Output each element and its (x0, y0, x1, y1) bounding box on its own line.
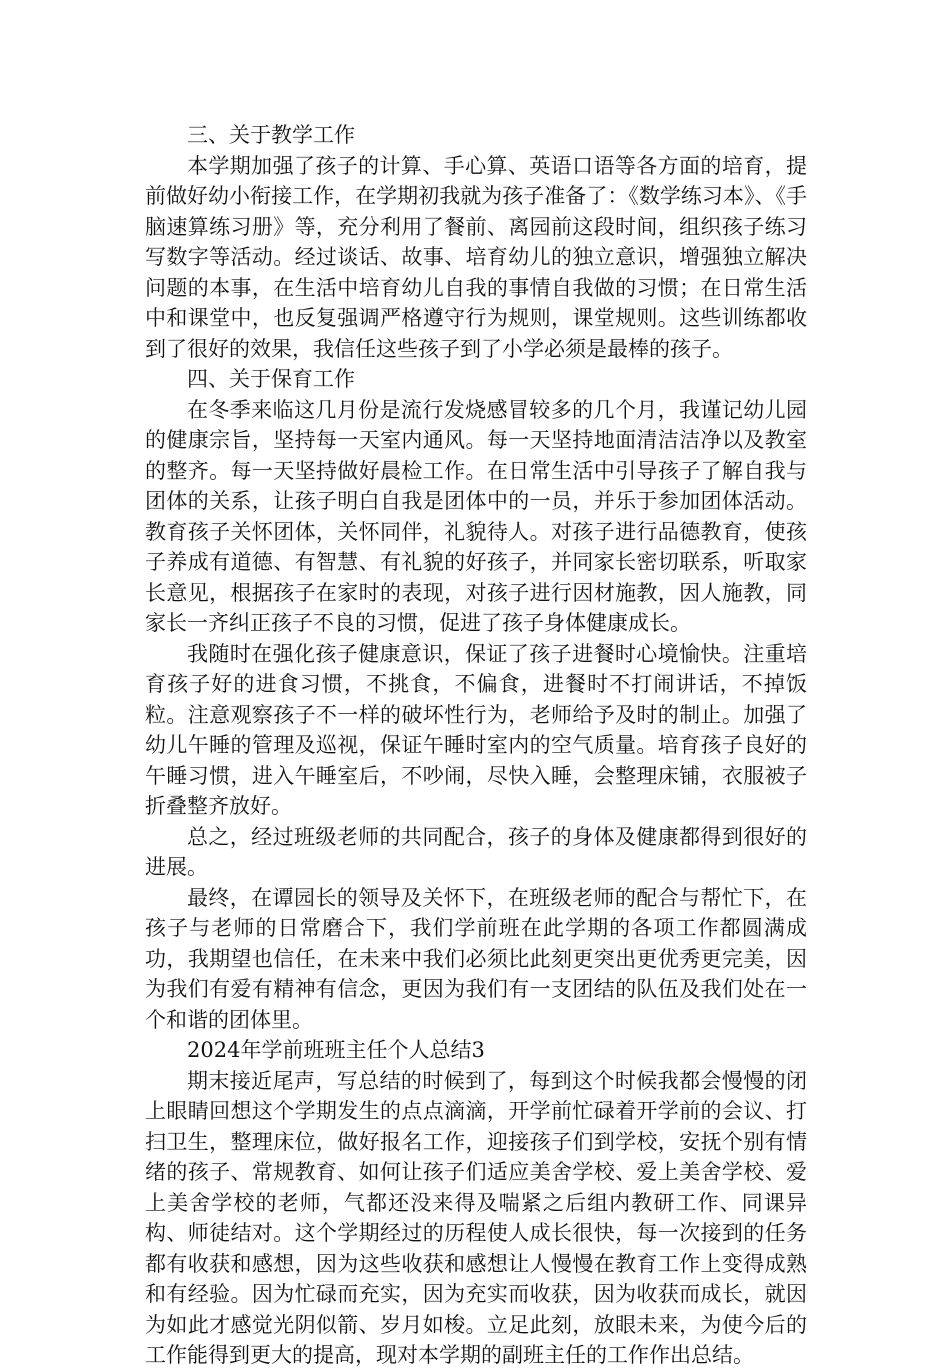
paragraph-care-work: 在冬季来临这几月份是流行发烧感冒较多的几个月，我谨记幼儿园的健康宗旨，坚持每一天室内通风。每一天坚持地面清洁洁净以及教室的整齐。每一天坚持做好晨检工作。在日常生活中引导孩子了解自我与团体的关系，让孩子明白自我是团体中的一员，并乐于参加团体活动。教育孩子关怀团体，关怀同伴，礼貌待人。对孩子进行品德教育，使孩子养成有道德、有智慧、有礼貌的好孩子，并同家长密切联系，听取家长意见，根据孩子在家时的表现，对孩子进行因材施教，因人施教，同家长一齐纠正孩子不良的习惯，促进了孩子身体健康成长。 (145, 397, 807, 635)
paragraph-health-awareness: 我随时在强化孩子健康意识，保证了孩子进餐时心境愉快。注重培育孩子好的进食习惯，不挑食，不偏食，进餐时不打闹讲话，不掉饭粒。注意观察孩子不一样的破坏性行为，老师给予及时的制止。加强了幼儿午睡的管理及巡视，保证午睡时室内的空气质量。培育孩子良好的午睡习惯，进入午睡室后，不吵闹，尽快入睡，会整理床铺，衣服被子折叠整齐放好。 (145, 641, 807, 818)
paragraph-conclusion: 最终，在谭园长的领导及关怀下，在班级老师的配合与帮忙下，在孩子与老师的日常磨合下，我们学前班在此学期的各项工作都圆满成功，我期望也信任，在未来中我们必须比此刻更突出更优秀更完美，因为我们有爱有精神有信念，更因为我们有一支团结的队伍及我们处在一个和谐的团体里。 (145, 885, 807, 1032)
section-heading-summary-3: 2024年学前班班主任个人总结3 (187, 1038, 485, 1062)
document-body (145, 120, 807, 1371)
paragraph-term-end: 期末接近尾声，写总结的时候到了，每到这个时候我都会慢慢的闭上眼睛回想这个学期发生的点点滴滴，开学前忙碌着开学前的会议、打扫卫生，整理床位，做好报名工作，迎接孩子们到学校，安抚个别有情绪的孩子、常规教育、如何让孩子们适应美舍学校、爱上美舍学校、爱上美舍学校的老师，气都还没来得及喘紧之后组内教研工作、同课异构、师徒结对。这个学期经过的历程使人成长很快，每一次接到的任务都有收获和感想，因为这些收获和感想让人慢慢在教育工作上变得成熟和有经验。因为忙碌而充实，因为充实而收获，因为收获而成长，就因为如此才感觉光阴似箭、岁月如梭。立足此刻，放眼未来，为使今后的工作能得到更大的提高，现对本学期的副班主任的工作作出总结。 (145, 1068, 807, 1367)
paragraph-teaching-work: 本学期加强了孩子的计算、手心算、英语口语等各方面的培育，提前做好幼小衔接工作，在学期初我就为孩子准备了：《数学练习本》、《手脑速算练习册》等，充分利用了餐前、离园前这段时间，组织孩子练习写数字等活动。经过谈话、故事、培育幼儿的独立意识，增强独立解决问题的本事，在生活中培育幼儿自我的事情自我做的习惯；在日常生活中和课堂中，也反复强调严格遵守行为规则，课堂规则。这些训练都收到了很好的效果，我信任这些孩子到了小学必须是最棒的孩子。 (145, 153, 807, 361)
section-heading-care: 四、关于保育工作 (187, 367, 355, 391)
paragraph-summary: 总之，经过班级老师的共同配合，孩子的身体及健康都得到很好的进展。 (145, 824, 807, 879)
section-heading-teaching: 三、关于教学工作 (187, 123, 355, 147)
